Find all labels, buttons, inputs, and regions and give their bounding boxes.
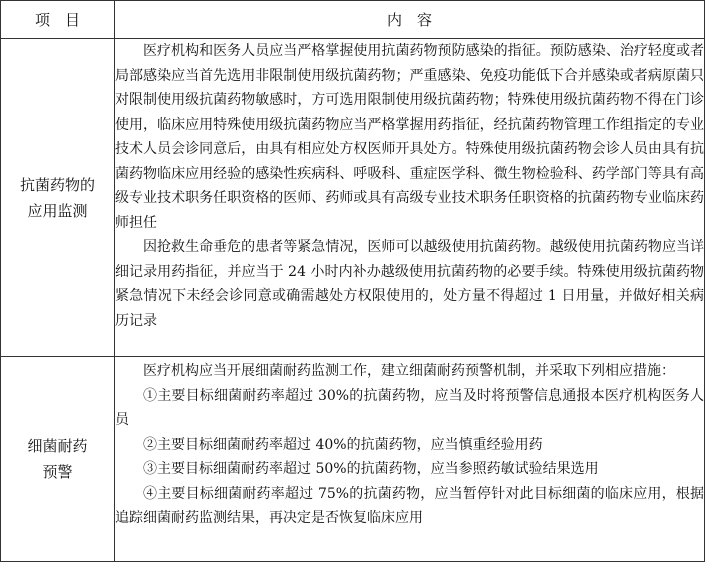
content-paragraph: 医疗机构应当开展细菌耐药监测工作，建立细菌耐药预警机制，并采取下列相应措施：: [143, 363, 675, 379]
table-row: [1, 357, 705, 562]
row-item-cell: [1, 39, 115, 357]
row-item-line: 应用监测: [27, 201, 88, 220]
row-item-line: 细菌耐药: [27, 437, 88, 455]
content-paragraph: ①主要目标细菌耐药率超过 30%的抗菌药物，应当及时将预警信息通报本医疗机构医务人员: [115, 387, 704, 428]
content-paragraph: ③主要目标细菌耐药率超过 50%的抗菌药物，应当参照药敏试验结果选用: [143, 461, 599, 477]
content-paragraph: 因抢救生命垂危的患者等紧急情况，医师可以越级使用抗菌药物。越级使用抗菌药物应当详细记录用药指征，并应当于 24 小时内补办越级使用抗菌药物的必要手续。特殊使用级抗菌药物紧急情况下未经会诊同意或确需越处方权限使用的，处方量不得超过 1 日用量，并做好相关病历记录: [115, 239, 704, 329]
header-content: 内 容: [115, 1, 705, 39]
table-header-row: [1, 1, 705, 39]
content-paragraph: ②主要目标细菌耐药率超过 40%的抗菌药物，应当慎重经验用药: [143, 436, 543, 453]
row-item-line: 预警: [42, 463, 73, 481]
header-item: 项 目: [1, 1, 115, 39]
row-item-cell: [1, 357, 115, 562]
content-paragraph: ④主要目标细菌耐药率超过 75%的抗菌药物，应当暂停针对此目标细菌的临床应用，根据追踪细菌耐药监测结果，再决定是否恢复临床应用: [115, 485, 704, 526]
row-content-cell: [115, 357, 705, 562]
table-row: [1, 39, 705, 357]
row-item-line: 抗菌药物的: [19, 175, 95, 194]
row-content-cell: [115, 39, 705, 357]
content-paragraph: 医疗机构和医务人员应当严格掌握使用抗菌药物预防感染的指征。预防感染、治疗轻度或者局部感染应当首先选用非限制使用级抗菌药物；严重感染、免疫功能低下合并感染或者病原菌只对限制使用级抗菌药物敏感时，方可选用限制使用级抗菌药物；特殊使用级抗菌药物不得在门诊使用，临床应用特殊使用级抗菌药物应当严格掌握用药指征，经抗菌药物管理工作组指定的专业技术人员会诊同意后，由具有相应处方权医师开具处方。特殊使用级抗菌药物会诊人员由具有抗菌药物临床应用经验的感染性疾病科、呼吸科、重症医学科、微生物检验科、药学部门等具有高级专业技术职务任职资格的医师、药师或具有高级专业技术职务任职资格的抗菌药物专业临床药师担任: [115, 43, 704, 231]
